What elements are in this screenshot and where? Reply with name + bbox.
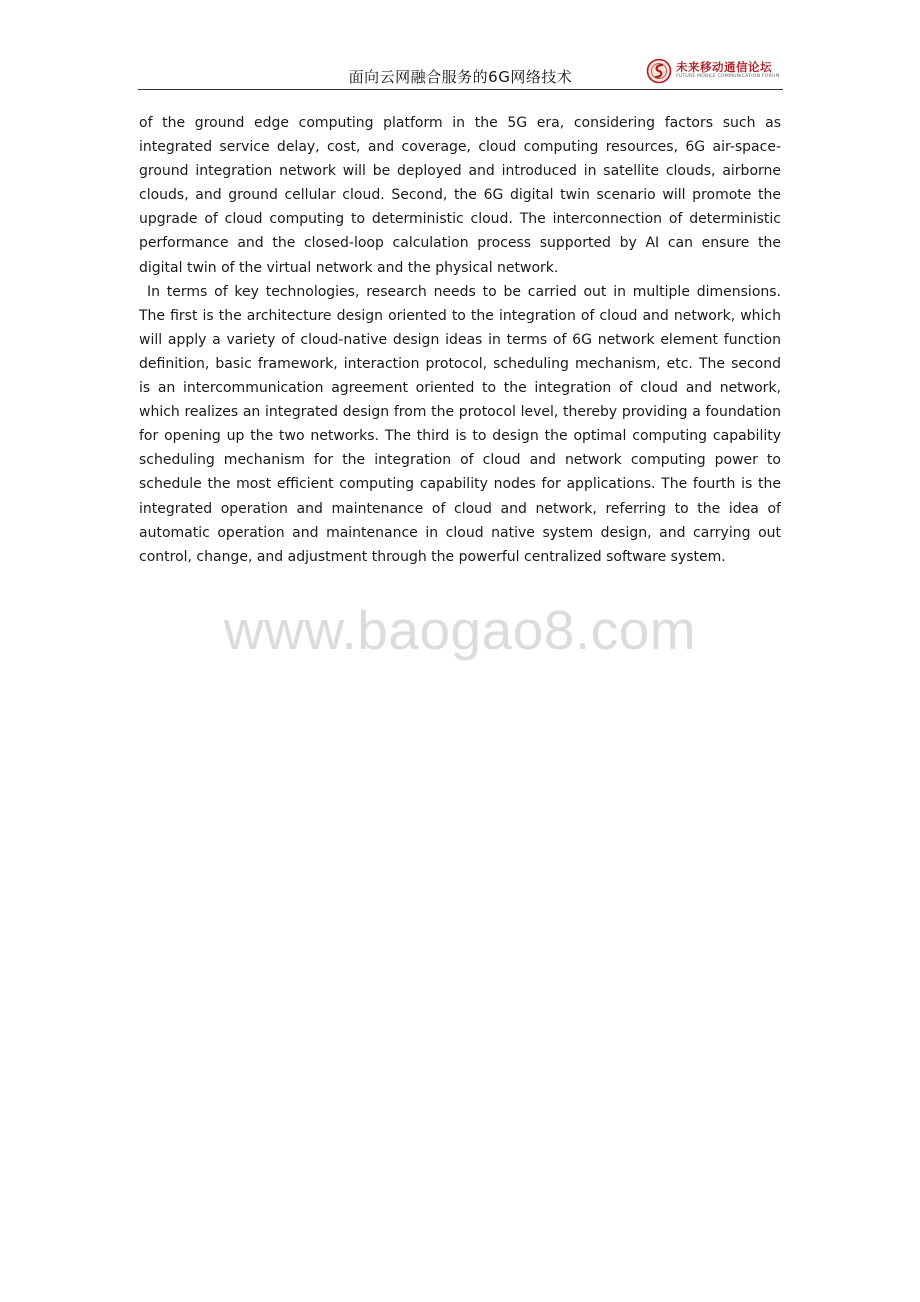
forum-logo-icon xyxy=(646,58,672,84)
document-title: 面向云网融合服务的6G网络技术 xyxy=(348,68,573,86)
paragraph: of the ground edge computing platform in the 5G era, considering factors such as integrated service delay, cost, and coverage, cloud computing resources, 6G air-space-ground integration network will be deployed and introduced in satellite clouds, airborne clouds, and ground cellular cloud. Second, the 6G digital twin scenario will promote the upgrade of cloud computing to deterministic cloud. The interconnection of deterministic performance and the closed-loop calculation process supported by AI can ensure the digital twin of the virtual network and the physical network. xyxy=(139,115,781,276)
forum-logo xyxy=(646,58,781,84)
logo-subtitle: FUTURE MOBILE COMMUNICATION FORUM xyxy=(676,74,780,79)
logo-name: 未来移动通信论坛 xyxy=(676,60,772,74)
page-header xyxy=(138,52,783,90)
paragraph: In terms of key technologies, research needs to be carried out in multiple dimensions. The first is the architecture design oriented to the integration of cloud and network, which will apply a variety of cloud-native design ideas in terms of 6G network element function definition, basic framework, interaction protocol, scheduling mechanism, etc. The second is an intercommunication agreement oriented to the integration of cloud and network, which realizes an integrated design from the protocol level, thereby providing a foundation for opening up the two networks. The third is to design the optimal computing capability scheduling mechanism for the integration of cloud and network computing power to schedule the most efficient computing capability nodes for applications. The fourth is the integrated operation and maintenance of cloud and network, referring to the idea of automatic operation and maintenance in cloud native system design, and carrying out control, change, and adjustment through the powerful centralized software system. xyxy=(139,283,781,565)
watermark: www.baogao8.com xyxy=(223,599,697,661)
body-text xyxy=(139,111,781,569)
